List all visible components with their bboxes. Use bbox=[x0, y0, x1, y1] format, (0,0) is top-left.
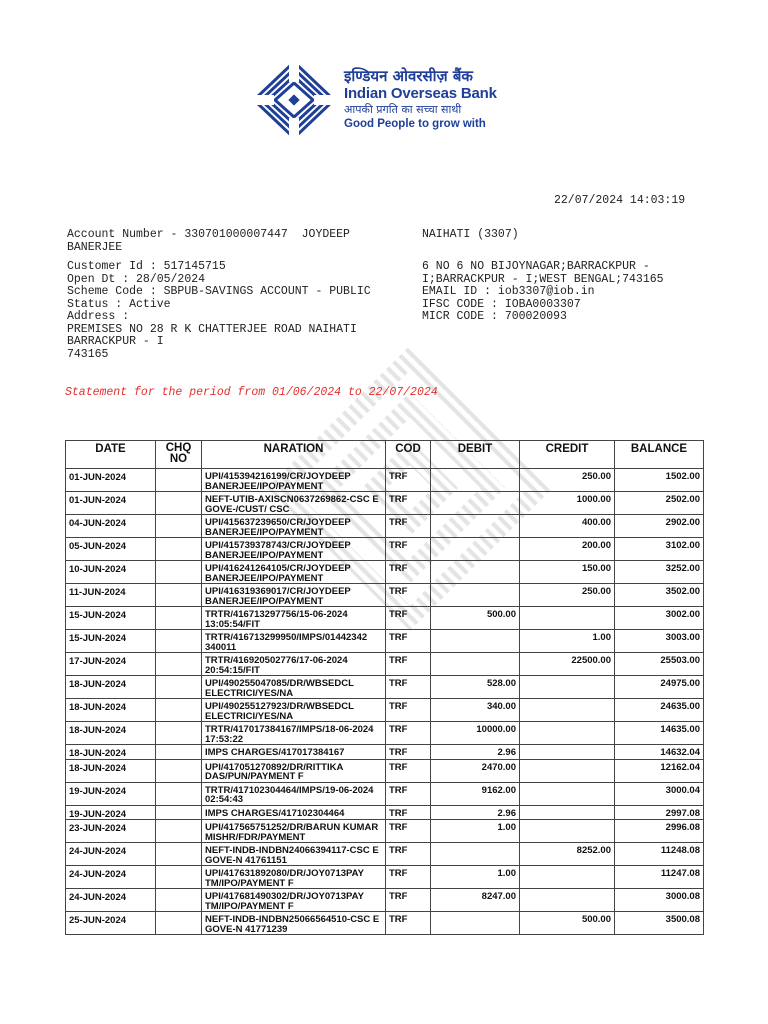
cell-balance: 11247.08 bbox=[615, 866, 704, 889]
table-row bbox=[66, 805, 704, 820]
cell-cod: TRF bbox=[386, 584, 431, 607]
cell-cod: TRF bbox=[386, 538, 431, 561]
cell-naration: UPI/417565751252/DR/BARUN KUMAR MISHR/FDR/PAYMENT bbox=[202, 820, 386, 843]
cell-credit bbox=[520, 889, 615, 912]
cell-balance: 1502.00 bbox=[615, 469, 704, 492]
cell-date: 05-JUN-2024 bbox=[66, 538, 156, 561]
cell-balance: 3000.04 bbox=[615, 782, 704, 805]
cell-date: 17-JUN-2024 bbox=[66, 653, 156, 676]
cell-naration: TRTR/417102304464/IMPS/19-06-2024 02:54:43 bbox=[202, 782, 386, 805]
cell-naration: IMPS CHARGES/417017384167 bbox=[202, 745, 386, 760]
cell-date: 19-JUN-2024 bbox=[66, 782, 156, 805]
cell-credit: 22500.00 bbox=[520, 653, 615, 676]
cell-credit bbox=[520, 866, 615, 889]
cell-naration: TRTR/417017384167/IMPS/18-06-2024 17:53:22 bbox=[202, 722, 386, 745]
cell-credit bbox=[520, 699, 615, 722]
branch-micr: MICR CODE : 700020093 bbox=[422, 310, 567, 323]
cell-credit: 8252.00 bbox=[520, 843, 615, 866]
cell-chq-no bbox=[156, 722, 202, 745]
cell-credit bbox=[520, 607, 615, 630]
branch-address-line-2: I;BARRACKPUR - I;WEST BENGAL;743165 bbox=[422, 272, 664, 286]
table-header-row bbox=[66, 441, 704, 469]
cell-date: 19-JUN-2024 bbox=[66, 805, 156, 820]
cell-balance: 3500.08 bbox=[615, 912, 704, 935]
table-row bbox=[66, 607, 704, 630]
cell-date: 01-JUN-2024 bbox=[66, 492, 156, 515]
cell-credit bbox=[520, 722, 615, 745]
cell-naration: NEFT-INDB-INDBN25066564510-CSC E GOVE-N 41771239 bbox=[202, 912, 386, 935]
table-row bbox=[66, 889, 704, 912]
cell-date: 18-JUN-2024 bbox=[66, 745, 156, 760]
cell-credit: 1000.00 bbox=[520, 492, 615, 515]
table-row bbox=[66, 538, 704, 561]
cell-date: 18-JUN-2024 bbox=[66, 676, 156, 699]
bank-hindi-name: इण्डियन ओवरसीज़ बैंक bbox=[344, 67, 473, 85]
cell-naration: TRTR/416713299950/IMPS/01442342 340011 bbox=[202, 630, 386, 653]
cell-credit: 500.00 bbox=[520, 912, 615, 935]
cell-cod: TRF bbox=[386, 745, 431, 760]
cell-chq-no bbox=[156, 469, 202, 492]
cell-date: 25-JUN-2024 bbox=[66, 912, 156, 935]
cell-date: 18-JUN-2024 bbox=[66, 699, 156, 722]
cell-credit: 150.00 bbox=[520, 561, 615, 584]
cell-cod: TRF bbox=[386, 561, 431, 584]
cell-date: 18-JUN-2024 bbox=[66, 722, 156, 745]
table-row bbox=[66, 492, 704, 515]
col-header-naration: NARATION bbox=[202, 441, 386, 469]
table-row bbox=[66, 676, 704, 699]
cell-chq-no bbox=[156, 745, 202, 760]
cell-cod: TRF bbox=[386, 820, 431, 843]
cell-date: 04-JUN-2024 bbox=[66, 515, 156, 538]
table-row bbox=[66, 561, 704, 584]
bank-tagline: Good People to grow with bbox=[344, 118, 486, 130]
cell-cod: TRF bbox=[386, 866, 431, 889]
cell-debit bbox=[431, 584, 520, 607]
cell-balance: 2502.00 bbox=[615, 492, 704, 515]
cell-date: 24-JUN-2024 bbox=[66, 866, 156, 889]
cell-debit: 2.96 bbox=[431, 805, 520, 820]
account-details bbox=[67, 229, 407, 361]
cell-cod: TRF bbox=[386, 722, 431, 745]
cell-credit bbox=[520, 745, 615, 760]
address-line-1: PREMISES NO 28 R K CHATTERJEE ROAD NAIHATI bbox=[67, 322, 357, 336]
col-header-date: DATE bbox=[66, 441, 156, 469]
cell-date: 15-JUN-2024 bbox=[66, 630, 156, 653]
cell-credit bbox=[520, 820, 615, 843]
cell-debit: 1.00 bbox=[431, 866, 520, 889]
account-status: Status : Active bbox=[67, 297, 171, 311]
cell-balance: 25503.00 bbox=[615, 653, 704, 676]
cell-date: 24-JUN-2024 bbox=[66, 889, 156, 912]
cell-debit bbox=[431, 843, 520, 866]
table-row bbox=[66, 584, 704, 607]
cell-cod: TRF bbox=[386, 630, 431, 653]
cell-debit: 10000.00 bbox=[431, 722, 520, 745]
col-header-debit: DEBIT bbox=[431, 441, 520, 469]
statement-period: Statement for the period from 01/06/2024 to 22/07/2024 bbox=[65, 386, 438, 399]
cell-naration: UPI/415394216199/CR/JOYDEEP BANERJEE/IPO/PAYMENT bbox=[202, 469, 386, 492]
cell-debit bbox=[431, 912, 520, 935]
table-row bbox=[66, 866, 704, 889]
cell-chq-no bbox=[156, 805, 202, 820]
cell-naration: UPI/416319369017/CR/JOYDEEP BANERJEE/IPO/PAYMENT bbox=[202, 584, 386, 607]
cell-balance: 14635.00 bbox=[615, 722, 704, 745]
cell-debit: 2.96 bbox=[431, 745, 520, 760]
branch-address-line-1: 6 NO 6 NO BIJOYNAGAR;BARRACKPUR - bbox=[422, 260, 650, 273]
cell-naration: TRTR/416713297756/15-06-2024 13:05:54/FIT bbox=[202, 607, 386, 630]
cell-balance: 2902.00 bbox=[615, 515, 704, 538]
cell-debit bbox=[431, 492, 520, 515]
cell-date: 01-JUN-2024 bbox=[66, 469, 156, 492]
cell-debit bbox=[431, 515, 520, 538]
cell-naration: NEFT-UTIB-AXISCN0637269862-CSC E GOVE-/CUST/ CSC bbox=[202, 492, 386, 515]
table-row bbox=[66, 630, 704, 653]
cell-debit bbox=[431, 561, 520, 584]
branch-name: NAIHATI (3307) bbox=[422, 228, 519, 241]
cell-balance: 24635.00 bbox=[615, 699, 704, 722]
cell-credit bbox=[520, 782, 615, 805]
cell-debit bbox=[431, 630, 520, 653]
cell-chq-no bbox=[156, 912, 202, 935]
cell-credit bbox=[520, 759, 615, 782]
cell-naration: UPI/416241264105/CR/JOYDEEP BANERJEE/IPO/PAYMENT bbox=[202, 561, 386, 584]
cell-date: 11-JUN-2024 bbox=[66, 584, 156, 607]
cell-debit: 2470.00 bbox=[431, 759, 520, 782]
cell-cod: TRF bbox=[386, 607, 431, 630]
col-header-chq-line1: CHQ bbox=[165, 442, 192, 454]
cell-chq-no bbox=[156, 492, 202, 515]
table-row bbox=[66, 469, 704, 492]
cell-chq-no bbox=[156, 653, 202, 676]
cell-balance: 14632.04 bbox=[615, 745, 704, 760]
cell-balance: 3102.00 bbox=[615, 538, 704, 561]
cell-naration: UPI/415637239650/CR/JOYDEEP BANERJEE/IPO/PAYMENT bbox=[202, 515, 386, 538]
table-row bbox=[66, 515, 704, 538]
cell-credit bbox=[520, 676, 615, 699]
cell-debit: 500.00 bbox=[431, 607, 520, 630]
cell-balance: 2996.08 bbox=[615, 820, 704, 843]
table-row bbox=[66, 699, 704, 722]
cell-naration: TRTR/416920502776/17-06-2024 20:54:15/FIT bbox=[202, 653, 386, 676]
cell-chq-no bbox=[156, 889, 202, 912]
table-row bbox=[66, 843, 704, 866]
cell-cod: TRF bbox=[386, 653, 431, 676]
branch-email: EMAIL ID : iob3307@iob.in bbox=[422, 285, 595, 298]
address-label: Address : bbox=[67, 310, 130, 323]
cell-naration: UPI/490255127923/DR/WBSEDCL ELECTRICI/YES/NA bbox=[202, 699, 386, 722]
cell-balance: 12162.04 bbox=[615, 759, 704, 782]
cell-date: 18-JUN-2024 bbox=[66, 759, 156, 782]
cell-credit bbox=[520, 805, 615, 820]
table-row bbox=[66, 912, 704, 935]
cell-date: 10-JUN-2024 bbox=[66, 561, 156, 584]
cell-cod: TRF bbox=[386, 782, 431, 805]
bank-hindi-tagline: आपकी प्रगति का सच्चा साथी bbox=[344, 103, 462, 116]
cell-debit: 1.00 bbox=[431, 820, 520, 843]
cell-balance: 24975.00 bbox=[615, 676, 704, 699]
iob-emblem-icon bbox=[252, 60, 336, 140]
cell-cod: TRF bbox=[386, 699, 431, 722]
table-row bbox=[66, 722, 704, 745]
col-header-cod: COD bbox=[386, 441, 431, 469]
cell-chq-no bbox=[156, 538, 202, 561]
cell-naration: UPI/417631892080/DR/JOY0713PAY TM/IPO/PAYMENT F bbox=[202, 866, 386, 889]
table-row bbox=[66, 745, 704, 760]
scheme-code: Scheme Code : SBPUB-SAVINGS ACCOUNT - PUBLIC bbox=[67, 285, 371, 298]
cell-date: 15-JUN-2024 bbox=[66, 607, 156, 630]
cell-chq-no bbox=[156, 759, 202, 782]
branch-details bbox=[422, 229, 722, 324]
table-row bbox=[66, 820, 704, 843]
cell-balance: 3000.08 bbox=[615, 889, 704, 912]
cell-credit: 200.00 bbox=[520, 538, 615, 561]
cell-balance: 3502.00 bbox=[615, 584, 704, 607]
cell-balance: 2997.08 bbox=[615, 805, 704, 820]
table-row bbox=[66, 782, 704, 805]
cell-cod: TRF bbox=[386, 889, 431, 912]
cell-date: 24-JUN-2024 bbox=[66, 843, 156, 866]
cell-naration: UPI/415739378743/CR/JOYDEEP BANERJEE/IPO/PAYMENT bbox=[202, 538, 386, 561]
cell-debit: 528.00 bbox=[431, 676, 520, 699]
cell-chq-no bbox=[156, 699, 202, 722]
cell-cod: TRF bbox=[386, 843, 431, 866]
cell-credit: 1.00 bbox=[520, 630, 615, 653]
customer-id: Customer Id : 517145715 bbox=[67, 260, 226, 273]
col-header-balance: BALANCE bbox=[615, 441, 704, 469]
cell-balance: 3003.00 bbox=[615, 630, 704, 653]
cell-chq-no bbox=[156, 676, 202, 699]
open-date: Open Dt : 28/05/2024 bbox=[67, 272, 206, 286]
cell-cod: TRF bbox=[386, 515, 431, 538]
branch-ifsc: IFSC CODE : IOBA0003307 bbox=[422, 297, 581, 311]
cell-chq-no bbox=[156, 630, 202, 653]
cell-cod: TRF bbox=[386, 469, 431, 492]
cell-debit bbox=[431, 538, 520, 561]
cell-chq-no bbox=[156, 561, 202, 584]
cell-balance: 3252.00 bbox=[615, 561, 704, 584]
cell-cod: TRF bbox=[386, 912, 431, 935]
cell-cod: TRF bbox=[386, 759, 431, 782]
cell-chq-no bbox=[156, 820, 202, 843]
cell-debit: 9162.00 bbox=[431, 782, 520, 805]
cell-chq-no bbox=[156, 866, 202, 889]
address-line-3: 743165 bbox=[67, 347, 109, 361]
cell-credit: 250.00 bbox=[520, 469, 615, 492]
cell-chq-no bbox=[156, 515, 202, 538]
cell-cod: TRF bbox=[386, 492, 431, 515]
bank-name: Indian Overseas Bank bbox=[344, 85, 497, 102]
cell-naration: UPI/417681490302/DR/JOY0713PAY TM/IPO/PAYMENT F bbox=[202, 889, 386, 912]
cell-debit: 8247.00 bbox=[431, 889, 520, 912]
cell-cod: TRF bbox=[386, 676, 431, 699]
cell-credit: 400.00 bbox=[520, 515, 615, 538]
cell-naration: IMPS CHARGES/417102304464 bbox=[202, 805, 386, 820]
cell-naration: UPI/417051270892/DR/RITTIKA DAS/PUN/PAYMENT F bbox=[202, 759, 386, 782]
col-header-chq-line2: NO bbox=[169, 453, 188, 465]
cell-naration: NEFT-INDB-INDBN24066394117-CSC E GOVE-N 41761151 bbox=[202, 843, 386, 866]
cell-credit: 250.00 bbox=[520, 584, 615, 607]
cell-chq-no bbox=[156, 607, 202, 630]
cell-balance: 11248.08 bbox=[615, 843, 704, 866]
table-row bbox=[66, 653, 704, 676]
cell-chq-no bbox=[156, 584, 202, 607]
cell-cod: TRF bbox=[386, 805, 431, 820]
cell-date: 23-JUN-2024 bbox=[66, 820, 156, 843]
table-row bbox=[66, 759, 704, 782]
bank-logo bbox=[252, 60, 512, 140]
cell-debit: 340.00 bbox=[431, 699, 520, 722]
cell-chq-no bbox=[156, 782, 202, 805]
cell-chq-no bbox=[156, 843, 202, 866]
col-header-chq-no bbox=[156, 441, 202, 469]
address-line-2: BARRACKPUR - I bbox=[67, 335, 164, 348]
account-number-line: Account Number - 330701000007447 JOYDEEP BANERJEE bbox=[67, 228, 357, 254]
col-header-credit: CREDIT bbox=[520, 441, 615, 469]
cell-debit bbox=[431, 653, 520, 676]
cell-debit bbox=[431, 469, 520, 492]
transactions-table bbox=[65, 440, 704, 935]
cell-naration: UPI/490255047085/DR/WBSEDCL ELECTRICI/YES/NA bbox=[202, 676, 386, 699]
statement-timestamp: 22/07/2024 14:03:19 bbox=[554, 194, 686, 207]
transactions-body bbox=[66, 469, 704, 935]
cell-balance: 3002.00 bbox=[615, 607, 704, 630]
